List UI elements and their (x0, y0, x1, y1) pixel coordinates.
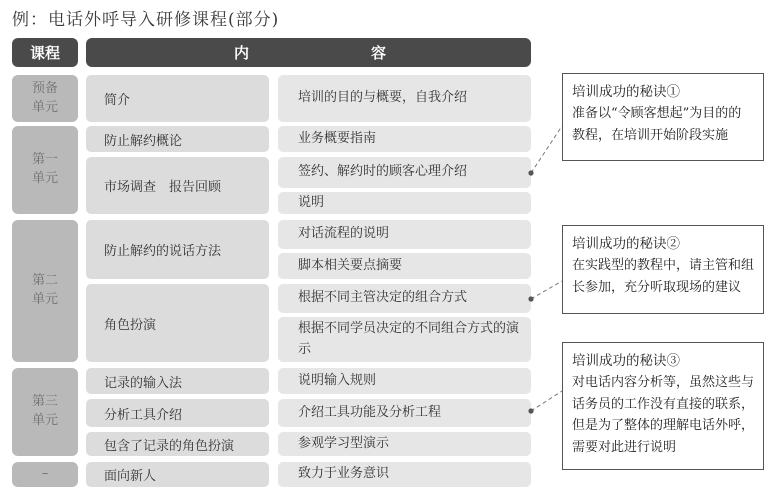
unit-1: 第一单元 (12, 126, 78, 214)
connector-dot-2 (528, 296, 533, 301)
header-content-right: 容 (371, 44, 387, 62)
secret-box-2 (562, 225, 764, 314)
unit-dash: – (12, 462, 78, 487)
topic-record-role-play: 包含了记录的角色扮演 (86, 432, 269, 456)
detail-row: 脚本相关要点摘要 (278, 253, 531, 279)
detail-row: 介绍工具功能及分析工程 (278, 399, 531, 427)
connector-line-3 (531, 391, 562, 411)
detail-row: 根据不同学员决定的不同组合方式的演示 (278, 317, 531, 362)
connector-line-1 (531, 126, 562, 173)
detail-row: 签约、解约时的顾客心理介绍 (278, 157, 531, 188)
secret-title: 培训成功的秘诀② (572, 236, 680, 252)
detail-row: 业务概要指南 (278, 126, 531, 152)
topic-role-play: 角色扮演 (86, 284, 269, 362)
topic-for-newcomers: 面向新人 (86, 462, 269, 487)
secret-body: 在实践型的教程中，请主管和组长参加，充分听取现场的建议 (572, 258, 755, 295)
detail-row: 说明 (278, 192, 531, 214)
detail-row: 致力于业务意识 (278, 462, 531, 487)
connector-dot-3 (528, 408, 533, 413)
topic-record-input: 记录的输入法 (86, 368, 269, 394)
page-title: 例：电话外呼导入研修课程(部分) (12, 10, 280, 30)
secret-body: 对电话内容分析等，虽然这些与话务员的工作没有直接的联系，但是为了整体的理解电话外呼，需要对此进行说明 (572, 375, 755, 455)
unit-preparatory: 预备单元 (12, 75, 78, 122)
secret-title: 培训成功的秘诀① (572, 84, 680, 100)
detail-row: 参观学习型演示 (278, 432, 531, 456)
secret-body: 准备以“令顾客想起”为目的的教程，在培训开始阶段实施 (572, 106, 742, 143)
secret-box-1 (562, 73, 764, 161)
detail-row: 培训的目的与概要，自我介绍 (278, 75, 531, 122)
detail-row: 对话流程的说明 (278, 220, 531, 249)
secret-title: 培训成功的秘诀③ (572, 353, 680, 369)
detail-row: 说明输入规则 (278, 368, 531, 394)
connector-line-2 (531, 281, 562, 299)
unit-2: 第二单元 (12, 220, 78, 362)
detail-row: 根据不同主管决定的组合方式 (278, 284, 531, 313)
connector-dot-1 (528, 170, 533, 175)
topic-anti-cancel-talk: 防止解约的说话方法 (86, 220, 269, 279)
unit-3: 第三单元 (12, 368, 78, 456)
topic-analysis-tool: 分析工具介绍 (86, 399, 269, 427)
header-content-left: 内 (234, 44, 250, 62)
topic-intro: 简介 (86, 75, 269, 122)
header-course: 课程 (12, 38, 78, 67)
secret-box-3 (562, 342, 764, 470)
topic-market-survey: 市场调查 报告回顾 (86, 157, 269, 214)
topic-anti-cancel-overview: 防止解约概论 (86, 126, 269, 152)
